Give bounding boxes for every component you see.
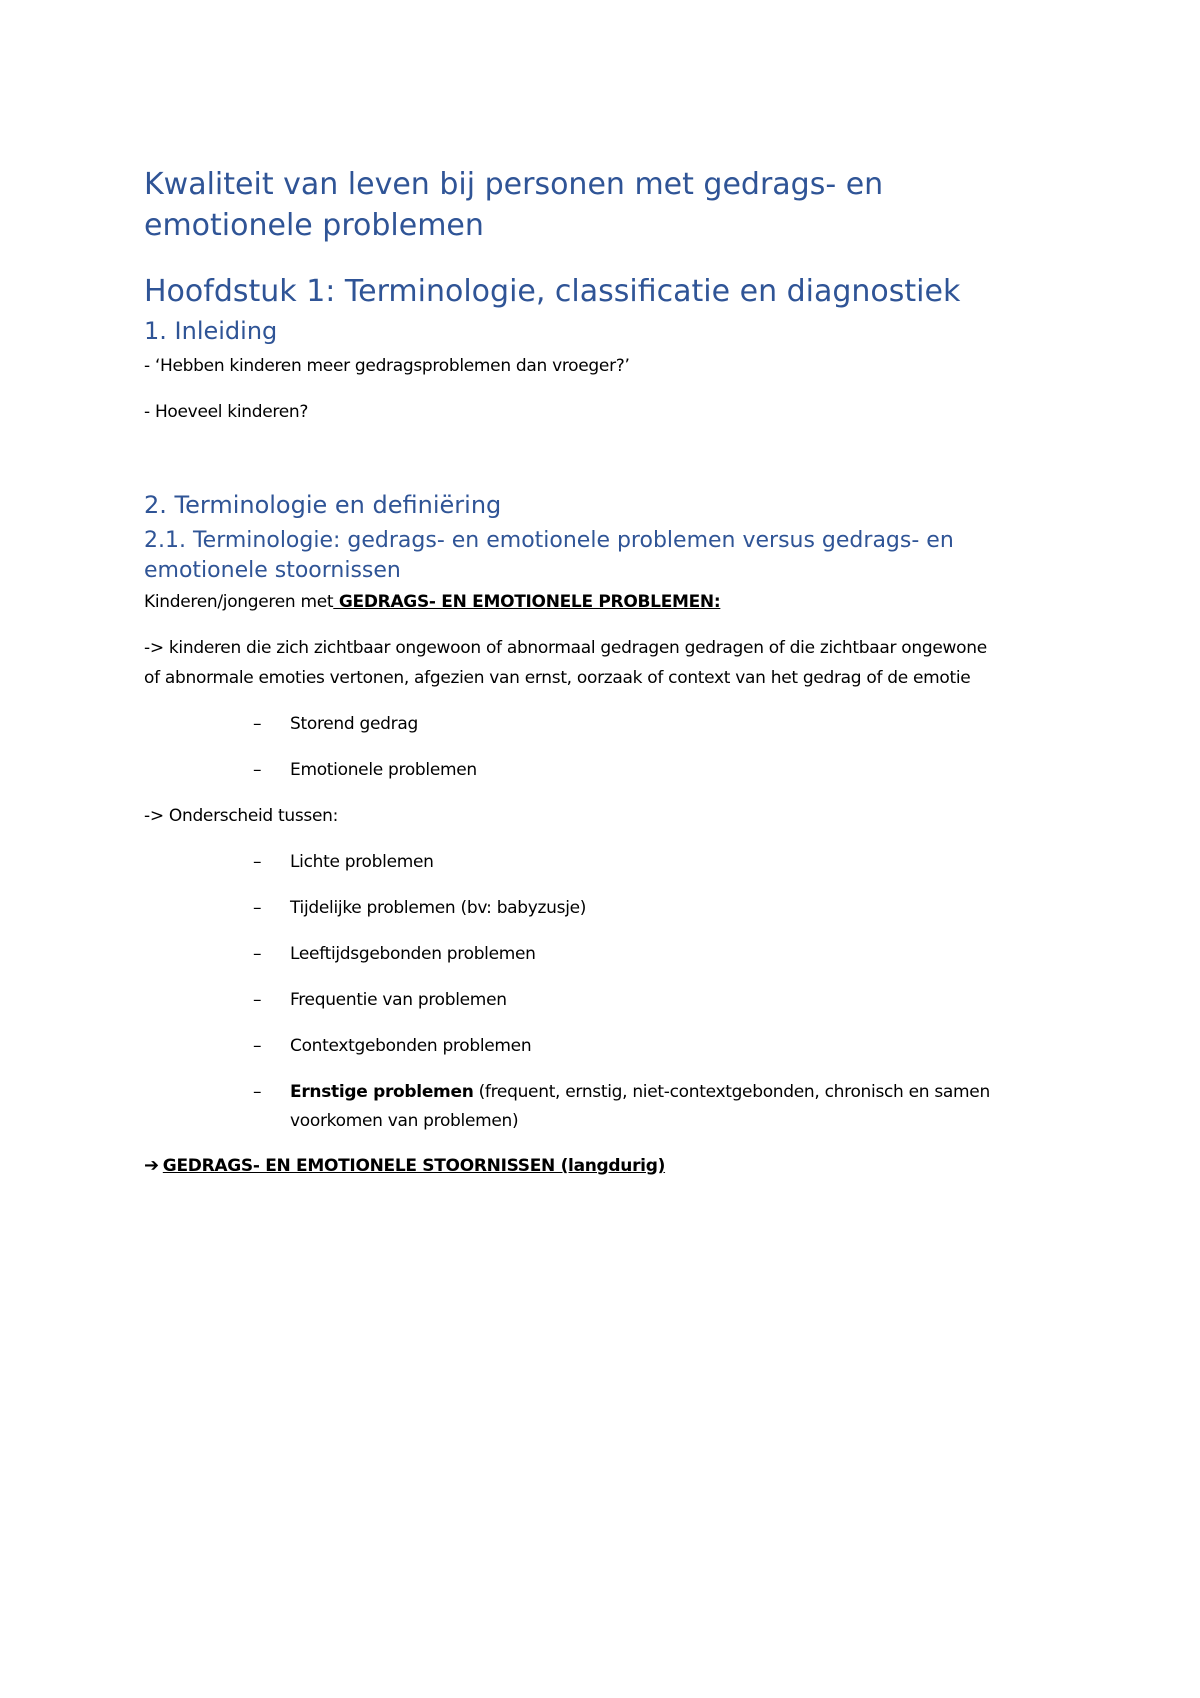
list-item: Emotionele problemen bbox=[290, 760, 477, 780]
conclusion-text: GEDRAGS- EN EMOTIONELE STOORNISSEN (langdurig) bbox=[162, 1156, 666, 1176]
distinction-line: -> Onderscheid tussen: bbox=[144, 806, 339, 826]
chapter-heading: Hoofdstuk 1: Terminologie, classificatie en diagnostiek bbox=[144, 274, 961, 309]
conclusion-line bbox=[144, 1155, 665, 1177]
list-item-severe bbox=[290, 1081, 990, 1103]
question-2: - Hoeveel kinderen? bbox=[144, 402, 309, 422]
section-2-1-heading-line-2: emotionele stoornissen bbox=[144, 558, 401, 583]
intro-emphasis: GEDRAGS- EN EMOTIONELE PROBLEMEN: bbox=[333, 592, 721, 612]
document-title-line-1: Kwaliteit van leven bij personen met gedrags- en bbox=[144, 167, 884, 202]
arrow-right-icon: ➔ bbox=[144, 1155, 159, 1176]
list-dash: – bbox=[253, 990, 262, 1010]
severe-detail-line-2: voorkomen van problemen) bbox=[290, 1111, 519, 1131]
list-item: Tijdelijke problemen (bv: babyzusje) bbox=[290, 898, 587, 918]
list-dash: – bbox=[253, 1036, 262, 1056]
list-dash: – bbox=[253, 714, 262, 734]
definition-line-1: -> kinderen die zich zichtbaar ongewoon of abnormaal gedragen gedragen of die zichtbaar ongewone bbox=[144, 638, 987, 658]
section-2-heading: 2. Terminologie en definiëring bbox=[144, 491, 502, 519]
list-dash: – bbox=[253, 760, 262, 780]
list-item: Contextgebonden problemen bbox=[290, 1036, 532, 1056]
list-item: Lichte problemen bbox=[290, 852, 434, 872]
question-1: - ‘Hebben kinderen meer gedragsproblemen dan vroeger?’ bbox=[144, 356, 630, 376]
list-dash: – bbox=[253, 1082, 262, 1102]
list-item: Frequentie van problemen bbox=[290, 990, 507, 1010]
list-dash: – bbox=[253, 898, 262, 918]
list-dash: – bbox=[253, 852, 262, 872]
intro-prefix: Kinderen/jongeren met bbox=[144, 592, 334, 612]
list-item: Storend gedrag bbox=[290, 714, 418, 734]
section-2-1-heading-line-1: 2.1. Terminologie: gedrags- en emotionele problemen versus gedrags- en bbox=[144, 528, 954, 553]
severe-detail-line-1: (frequent, ernstig, niet-contextgebonden, chronisch en samen bbox=[473, 1082, 990, 1102]
intro-line bbox=[144, 591, 720, 613]
list-dash: – bbox=[253, 944, 262, 964]
definition-line-2: of abnormale emoties vertonen, afgezien van ernst, oorzaak of context van het gedrag of de emotie bbox=[144, 668, 971, 688]
severe-label: Ernstige problemen bbox=[290, 1082, 474, 1102]
document-title-line-2: emotionele problemen bbox=[144, 208, 484, 243]
list-item: Leeftijdsgebonden problemen bbox=[290, 944, 536, 964]
section-1-heading: 1. Inleiding bbox=[144, 317, 278, 345]
